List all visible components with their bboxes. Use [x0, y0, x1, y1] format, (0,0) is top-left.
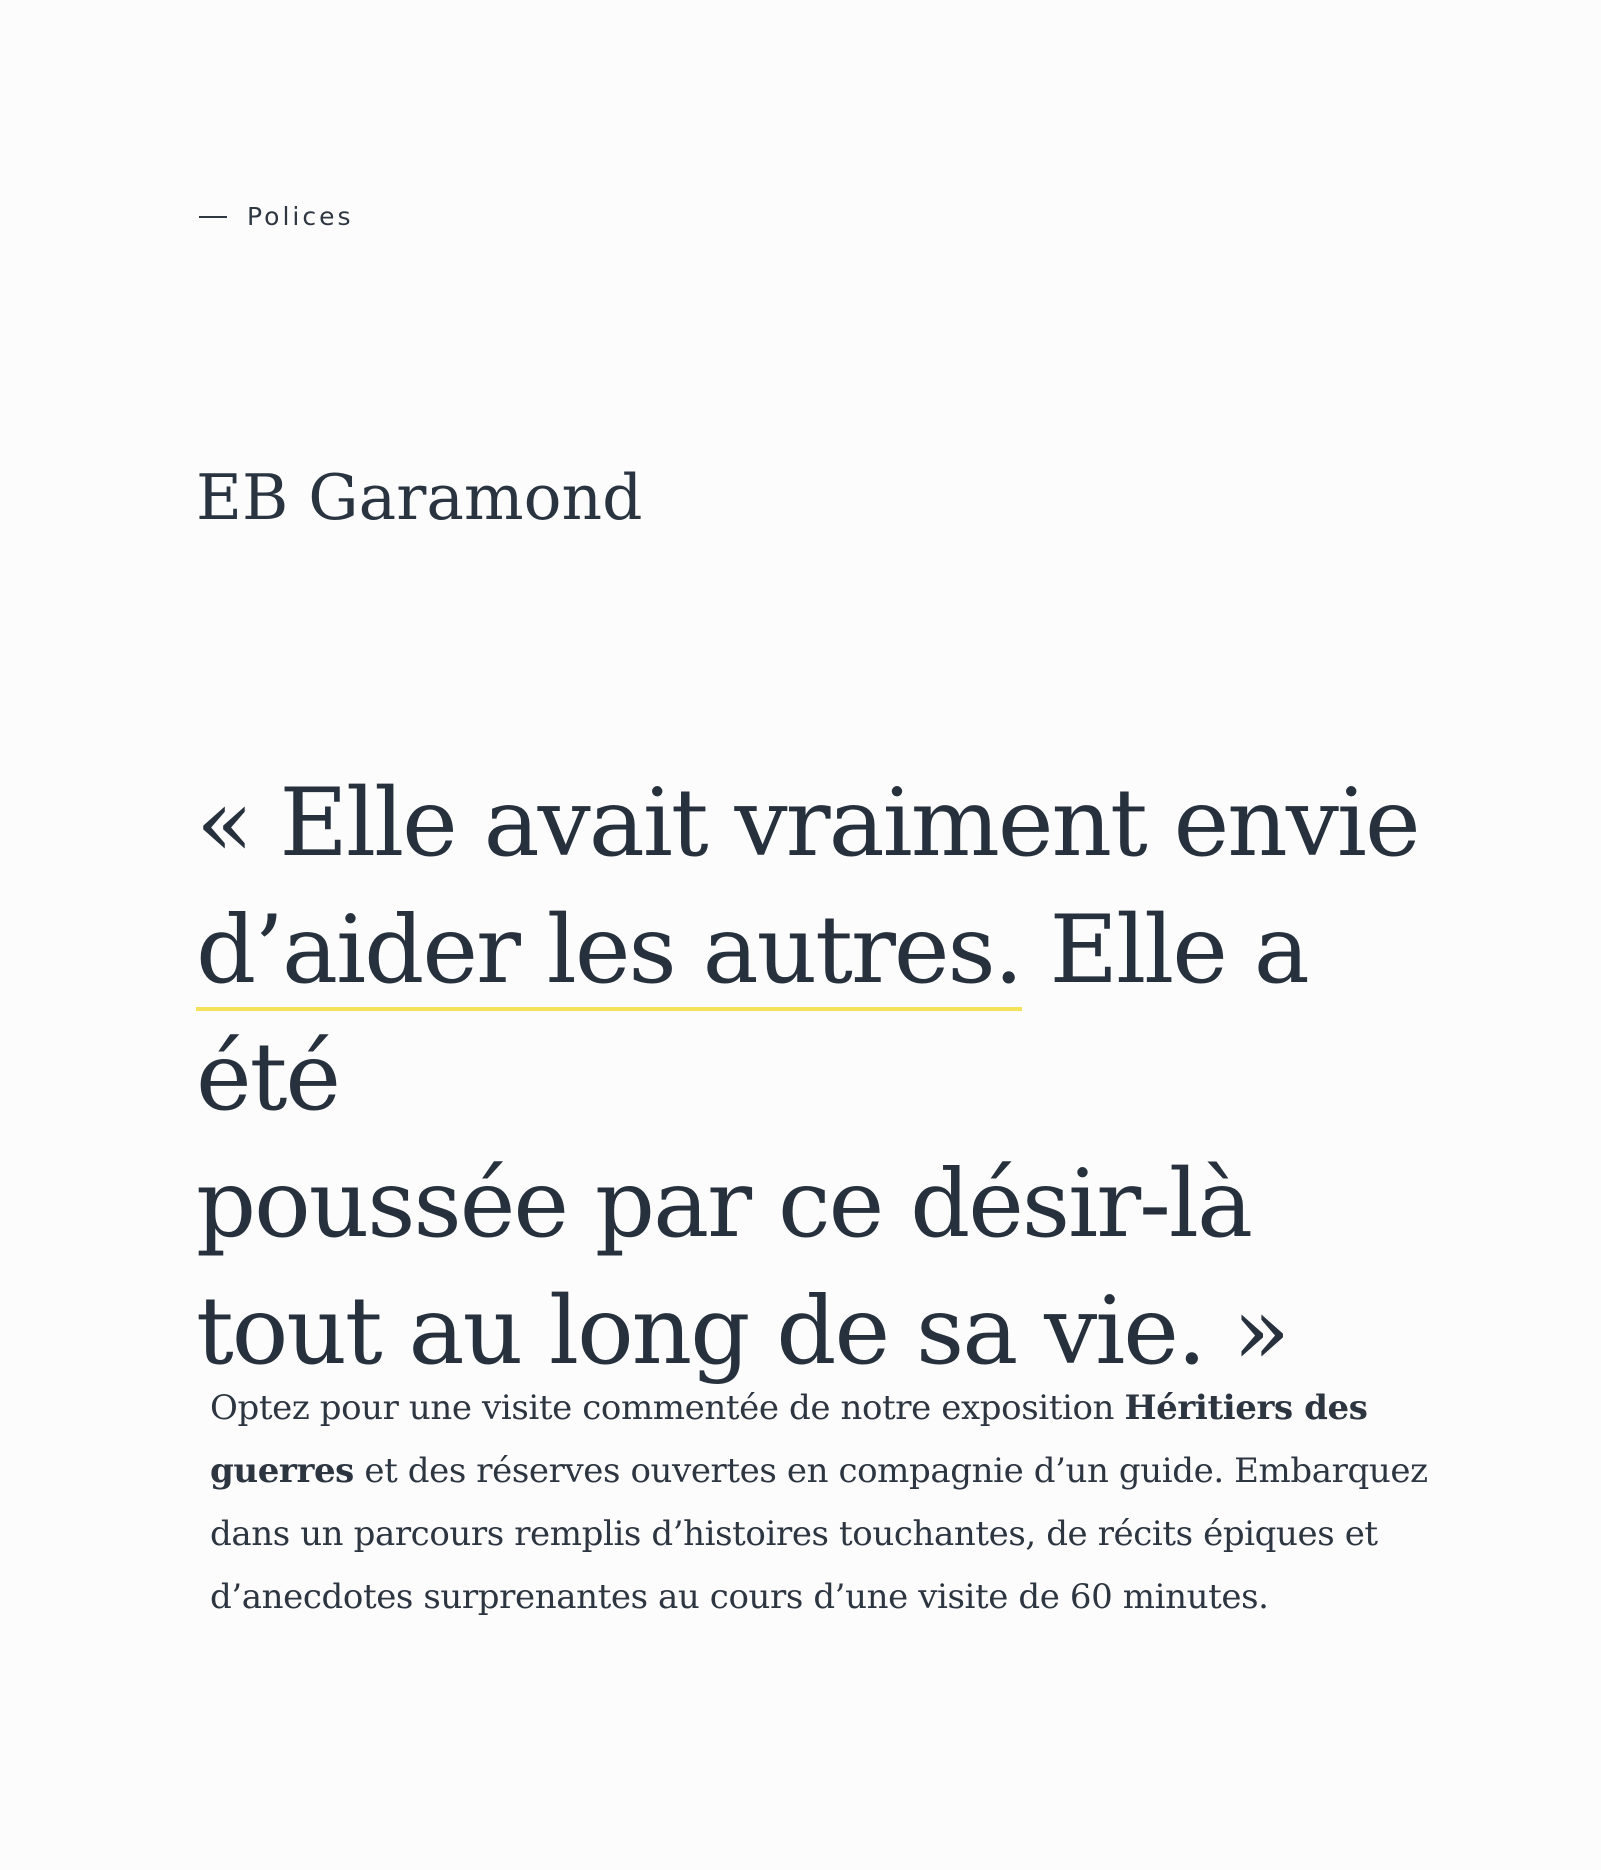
font-name-heading: EB Garamond [196, 461, 643, 534]
section-eyebrow [199, 202, 354, 231]
quote-line-1: « Elle avait vraiment envie [196, 769, 1419, 878]
description-rest: et des réserves ouvertes en compagnie d’un guide. Embarquez dans un parcours remplis d’histoires touchantes, de récits épiques et d’anecdotes surprenantes au cours d’une visite de 60 minutes. [210, 1451, 1428, 1617]
quote-line-3: poussée par ce désir-là [196, 1150, 1252, 1259]
quote-highlight: d’aider les autres. [196, 896, 1022, 1011]
eyebrow-label: Polices [247, 202, 354, 231]
quote-block [196, 760, 1456, 1395]
dash-divider [199, 216, 227, 218]
description-intro: Optez pour une visite commentée de notre exposition [210, 1388, 1125, 1428]
description-paragraph [210, 1377, 1500, 1629]
exhibition-name: Héritiers des guerres [210, 1388, 1368, 1491]
quote-line-4: tout au long de sa vie. » [196, 1277, 1289, 1386]
quote-line-2-rest: Elle a été [196, 896, 1308, 1132]
